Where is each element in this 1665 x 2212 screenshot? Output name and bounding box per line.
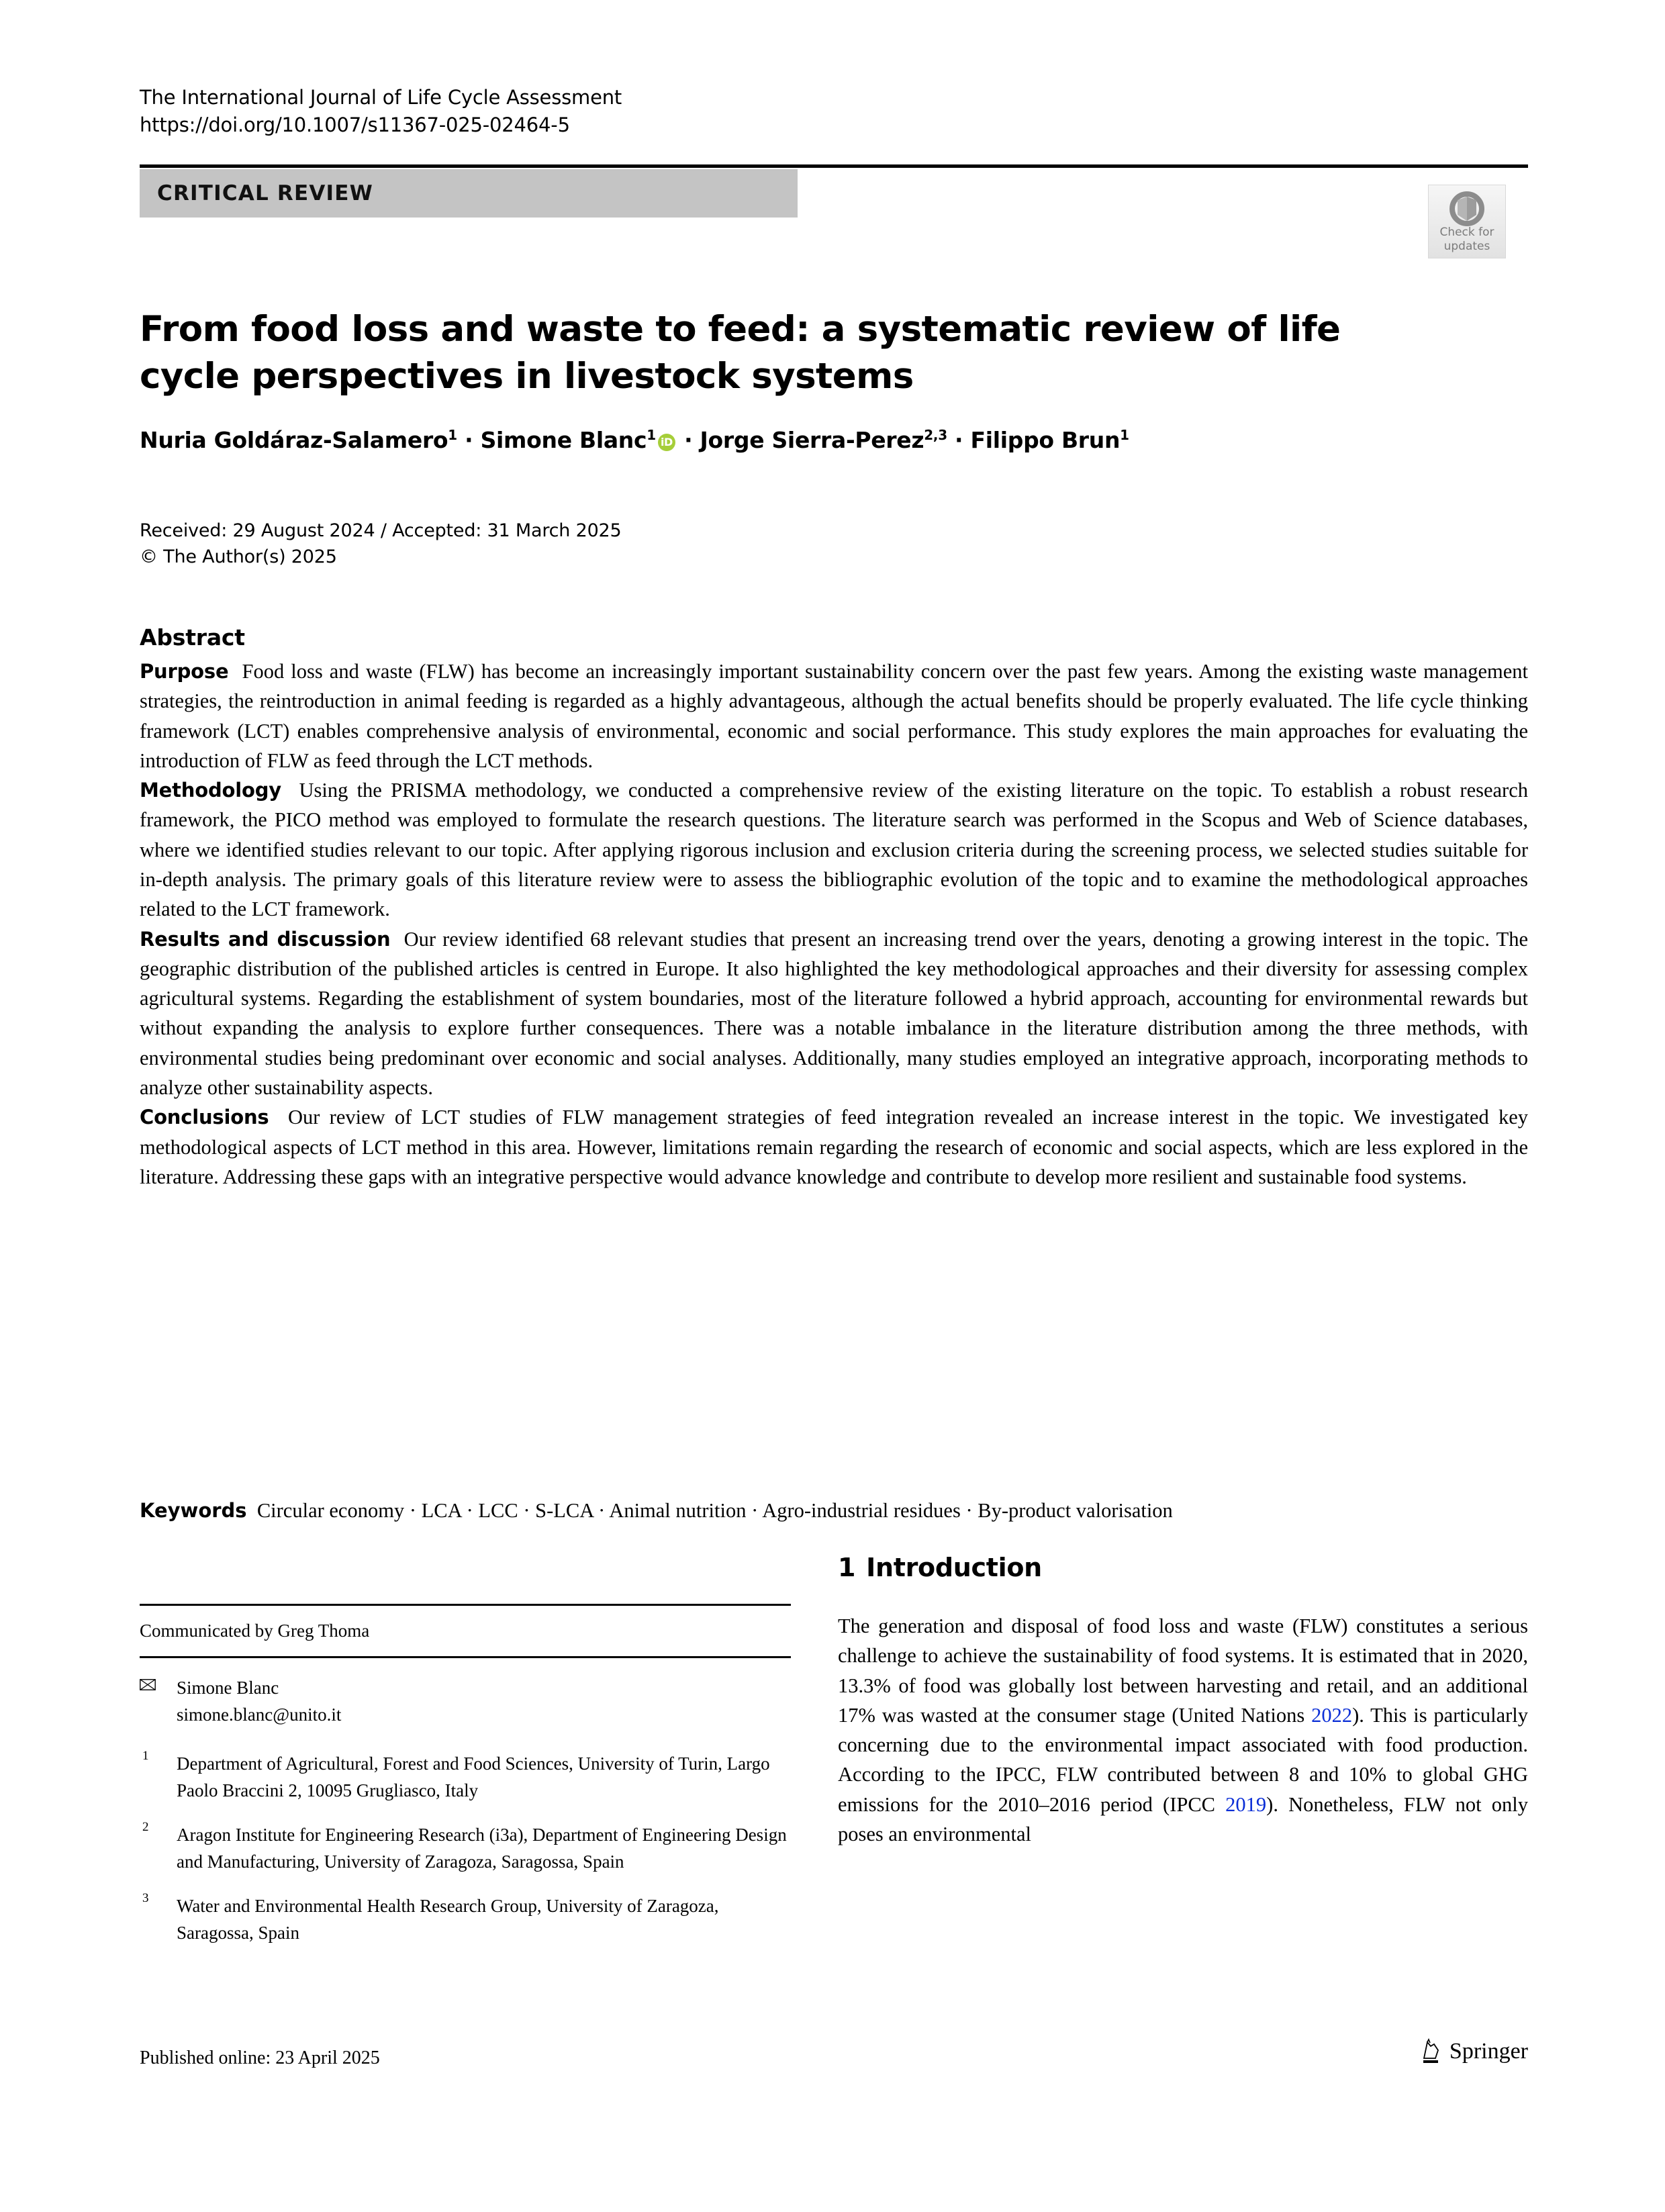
abstract-body <box>140 657 1528 1192</box>
intro-text-part-1: The generation and disposal of food loss and waste (FLW) constitutes a serious challenge to achieve the sustainability of food systems. It is estimated that in 2020, 13.3% of food was globally lost between harvesting and retail, and an additional 17% was wasted at the consumer stage (United Nations <box>838 1615 1528 1727</box>
header-divider-rule <box>140 164 1528 168</box>
springer-horse-logo-icon <box>1421 2038 1443 2065</box>
abstract-section-label: Results and discussion <box>140 927 391 951</box>
keywords <box>140 1496 1528 1525</box>
author-affiliation-marker: 1 <box>647 427 656 443</box>
citation-link[interactable]: 2019 <box>1225 1792 1267 1816</box>
abstract-section-methodology <box>140 775 1528 924</box>
affiliation-text: Aragon Institute for Engineering Research (i3a), Department of Engineering Design and Manufacturing, University of Zaragoza, Saragossa, Spain <box>177 1824 787 1872</box>
keyword-separator: · <box>598 1499 606 1522</box>
corresponding-author-name: Simone Blanc <box>177 1678 279 1698</box>
introduction-body <box>838 1611 1528 1849</box>
author-name: Jorge Sierra-Perez <box>700 427 924 453</box>
abstract-section-label: Purpose <box>140 660 229 683</box>
abstract-section-text: Our review identified 68 relevant studies that present an increasing trend over the years, denoting a growing interest in the topic. The geographic distribution of the published articles is centred in Europe. It also highlighted the key methodological approaches and their diversity for assessing complex agricultural systems. Regarding the establishment of system boundaries, most of the literature followed a hybrid approach, accounting for environmental rewards but without expanding the analysis to explore further consequences. There was a notable imbalance in the literature distribution among the three methods, with environmental studies being predominant over economic and social analyses. Additionally, many studies employed an integrative approach, incorporating methods to analyze other sustainability aspects. <box>140 927 1528 1099</box>
keyword-separator: · <box>523 1499 530 1522</box>
abstract-section-conclusions <box>140 1102 1528 1192</box>
check-for-updates-text <box>1429 226 1505 253</box>
keyword-separator: · <box>751 1499 759 1522</box>
journal-name: The International Journal of Life Cycle Assessment <box>140 86 622 109</box>
corresponding-author <box>140 1675 791 1729</box>
crossmark-line-2: updates <box>1443 239 1490 253</box>
author-separator: · <box>955 427 963 453</box>
copyright-line: © The Author(s) 2025 <box>140 546 337 567</box>
keyword-item: Agro-industrial residues <box>762 1499 961 1522</box>
author-name: Nuria Goldáraz-Salamero <box>140 427 448 453</box>
author-separator: · <box>465 427 473 453</box>
received-accepted-line: Received: 29 August 2024 / Accepted: 31 March 2025 <box>140 520 622 541</box>
abstract-heading: Abstract <box>140 624 245 651</box>
keyword-item: LCA <box>421 1499 461 1522</box>
affiliation-text: Water and Environmental Health Research Group, University of Zaragoza, Saragossa, Spain <box>177 1895 719 1943</box>
page-title: From food loss and waste to feed: a systematic review of life cycle perspectives in livestock systems <box>140 308 1341 397</box>
check-for-updates-badge[interactable] <box>1428 185 1506 258</box>
abstract-section-results <box>140 924 1528 1103</box>
intro-text-part-3: ). Nonetheless, FLW not only poses an environmental <box>838 1792 1528 1845</box>
section-heading-text: Introduction <box>866 1553 1042 1582</box>
introduction-heading <box>838 1553 1042 1582</box>
crossmark-check-for-updates-icon <box>1449 191 1485 227</box>
affiliation-number: 3 <box>142 1890 149 1905</box>
abstract-section-label: Methodology <box>140 779 281 802</box>
published-online-date: Published online: 23 April 2025 <box>140 2048 380 2068</box>
affiliation-item <box>140 1819 791 1876</box>
author-list <box>140 427 1415 453</box>
footnote-divider-top <box>140 1604 791 1606</box>
journal-header <box>140 84 1080 139</box>
publication-dates <box>140 518 1080 571</box>
keywords-label: Keywords <box>140 1499 247 1522</box>
abstract-section-text: Food loss and waste (FLW) has become an increasingly important sustainability concern over the past few years. Among the existing waste management strategies, the reintroduction in animal feeding is regarded as a highly advantageous, although the actual benefits should be properly evaluated. The life cycle thinking framework (LCT) enables comprehensive analysis of environmental, economic and social performance. This study explores the main approaches for evaluating the introduction of FLW as feed through the LCT methods. <box>140 660 1528 772</box>
article-type-label: CRITICAL REVIEW <box>157 181 374 205</box>
abstract-section-text: Our review of LCT studies of FLW management strategies of feed integration revealed an increase interest in the topic. We investigated key methodological aspects of LCT method in this area. However, limitations remain regarding the research of economic and social aspects, which are less explored in the literature. Addressing these gaps with an integrative perspective would advance knowledge and contribute to develop more resilient and sustainable food systems. <box>140 1106 1529 1188</box>
orcid-icon[interactable]: iD <box>658 434 675 451</box>
author-affiliation-marker: 2,3 <box>924 427 947 443</box>
affiliation-item <box>140 1890 791 1947</box>
publisher-logo <box>1421 2038 1528 2065</box>
abstract-section-text: Using the PRISMA methodology, we conducted a comprehensive review of the existing literature on the topic. To establish a robust research framework, the PICO method was employed to formulate the research questions. The literature search was performed in the Scopus and Web of Science databases, where we identified studies relevant to our topic. After applying rigorous inclusion and exclusion criteria during the screening process, we selected studies suitable for in-depth analysis. The primary goals of this literature review were to assess the bibliographic evolution of the topic and to examine the methodological approaches related to the LCT framework. <box>140 779 1528 921</box>
keyword-item: Animal nutrition <box>609 1499 747 1522</box>
crossmark-line-1: Check for <box>1439 226 1494 239</box>
keyword-separator: · <box>409 1499 416 1522</box>
doi-link[interactable]: https://doi.org/10.1007/s11367-025-02464-5 <box>140 113 570 137</box>
section-number: 1 <box>838 1553 856 1582</box>
affiliation-number: 1 <box>142 1749 149 1763</box>
citation-link[interactable]: 2022 <box>1311 1703 1353 1727</box>
affiliation-number: 2 <box>142 1819 149 1834</box>
author-separator: · <box>684 427 693 453</box>
footnote-divider-bottom <box>140 1656 791 1658</box>
keyword-separator: · <box>965 1499 973 1522</box>
corresponding-author-email[interactable]: simone.blanc@unito.it <box>177 1704 342 1725</box>
keyword-item: LCC <box>478 1499 518 1522</box>
affiliation-text: Department of Agricultural, Forest and Food Sciences, University of Turin, Largo Paolo Braccini 2, 10095 Grugliasco, Italy <box>177 1753 770 1800</box>
abstract-section-purpose <box>140 657 1528 775</box>
author-affiliation-marker: 1 <box>1120 427 1129 443</box>
publisher-name: Springer <box>1449 2039 1528 2064</box>
author-name: Simone Blanc <box>480 427 647 453</box>
keyword-item: S-LCA <box>535 1499 593 1522</box>
intro-text-part-2: ). This is particularly concerning due to the environmental impact associated with food production. According to the IPCC, FLW contributed between 8 and 10% to global GHG emissions for the 2010–2016 period (IPCC <box>838 1703 1528 1816</box>
keyword-item: Circular economy <box>256 1499 405 1522</box>
keyword-item: By-product valorisation <box>978 1499 1173 1522</box>
author-affiliation-marker: 1 <box>448 427 457 443</box>
affiliation-item <box>140 1751 791 1805</box>
communicated-by: Communicated by Greg Thoma <box>140 1621 370 1641</box>
introduction-paragraph <box>838 1611 1528 1849</box>
author-name: Filippo Brun <box>970 427 1121 453</box>
abstract-section-label: Conclusions <box>140 1106 269 1129</box>
envelope-icon <box>140 1679 156 1690</box>
affiliations-list <box>140 1751 791 1964</box>
keyword-separator: · <box>466 1499 473 1522</box>
article-type-banner <box>140 169 798 218</box>
